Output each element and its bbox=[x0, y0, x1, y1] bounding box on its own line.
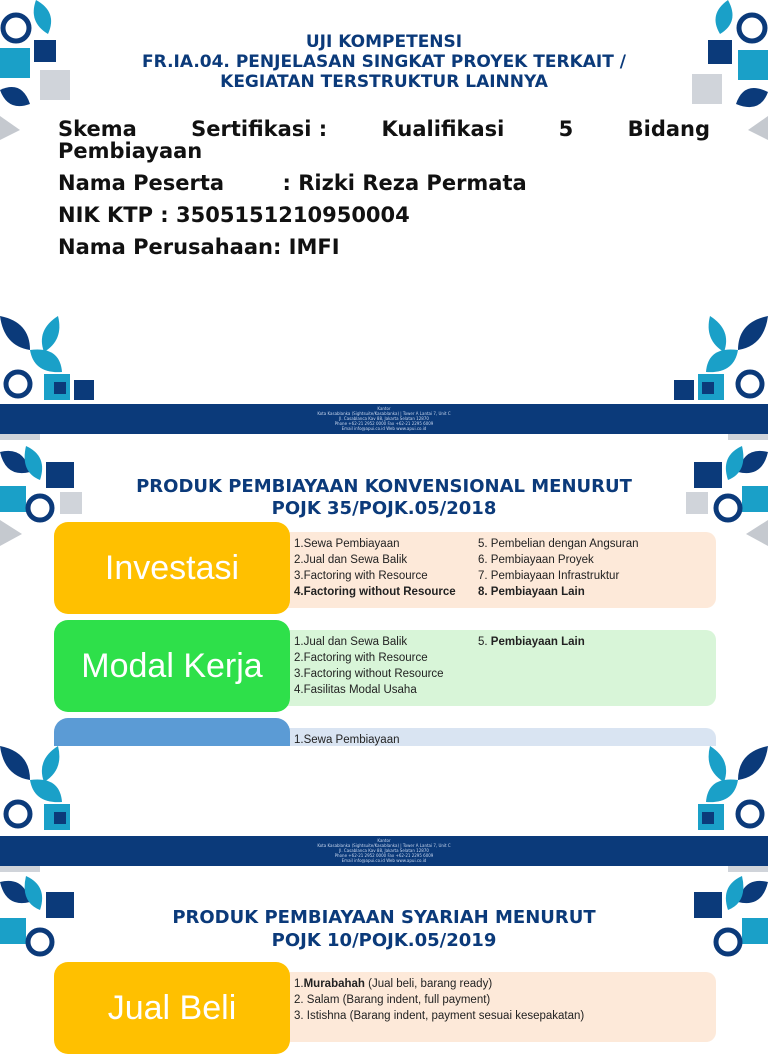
jual-beli-list bbox=[254, 972, 716, 1042]
skema-bidang: Bidang bbox=[627, 117, 710, 141]
slide-cover bbox=[0, 0, 768, 300]
slide-konvensional bbox=[0, 316, 768, 746]
slide-syariah bbox=[0, 746, 768, 1027]
list-item: 5. Pembiayaan Lain bbox=[478, 636, 585, 648]
skema-sertifikasi: Sertifikasi : bbox=[191, 117, 328, 141]
modal-kerja-list-right bbox=[478, 634, 662, 698]
list-item: 6. Pembiayaan Proyek bbox=[478, 554, 594, 566]
jual-beli-items bbox=[294, 976, 716, 1024]
title-line-1: PRODUK PEMBIAYAAN KONVENSIONAL MENURUT bbox=[136, 476, 632, 497]
nama-perusahaan: Nama Perusahaan: IMFI bbox=[58, 235, 340, 259]
list-item: 4.Fasilitas Modal Usaha bbox=[294, 684, 417, 696]
footer-line-5: Email info@apui.co.id Web www.apui.co.id bbox=[341, 426, 427, 431]
nik-ktp: NIK KTP : 3505151210950004 bbox=[58, 203, 410, 227]
investasi-list-right bbox=[478, 536, 662, 600]
list-item: 1.Sewa Pembiayaan bbox=[294, 734, 400, 746]
nama-peserta: Nama Peserta : Rizki Reza Permata bbox=[58, 171, 527, 195]
skema-number: 5 bbox=[558, 117, 574, 141]
footer-line-3: Jl. Casablanca Kav 88, Jakarta Selatan 12870 bbox=[339, 416, 429, 421]
footer-line-4: Phone +62-21 2952 0000 Fax +62-21 2295 6009 bbox=[334, 421, 434, 426]
skema-kualifikasi: Kualifikasi bbox=[381, 117, 505, 141]
investasi-list-left bbox=[294, 536, 478, 600]
title-line-2: FR.IA.04. PENJELASAN SINGKAT PROYEK TERKAIT / bbox=[142, 52, 626, 72]
list-item: 1.Jual dan Sewa Balik bbox=[294, 636, 408, 648]
skema-row-2: Pembiayaan bbox=[58, 139, 203, 163]
list-item: 4.Factoring without Resource bbox=[294, 586, 456, 598]
list-item: 3.Factoring without Resource bbox=[294, 668, 444, 680]
title-line-3: KEGIATAN TERSTRUKTUR LAINNYA bbox=[220, 72, 548, 92]
list-item: 2.Jual dan Sewa Balik bbox=[294, 554, 408, 566]
participant-info bbox=[58, 118, 710, 258]
footer-line-1: Kantor bbox=[377, 406, 391, 411]
footer-line-2: Kota Kasablanka (Sightsuite/Kasablanka) | Tower A Lantai 7, Unit C bbox=[317, 411, 451, 416]
skema-row bbox=[58, 118, 710, 140]
list-item: 5. Pembelian dengan Angsuran bbox=[478, 538, 639, 550]
title-line-2: POJK 10/POJK.05/2019 bbox=[271, 930, 497, 951]
pill-investasi: Investasi bbox=[54, 522, 290, 614]
list-item: 3.Factoring with Resource bbox=[294, 570, 428, 582]
list-item: 3. Istishna (Barang indent, payment sesuai kesepakatan) bbox=[294, 1010, 585, 1022]
title-line-1: UJI KOMPETENSI bbox=[305, 32, 463, 52]
modal-kerja-list bbox=[254, 630, 716, 706]
list-item: 2.Factoring with Resource bbox=[294, 652, 428, 664]
footer-line-5: Email info@apui.co.id Web www.apui.co.id bbox=[341, 858, 427, 863]
footer-line-1: Kantor bbox=[377, 838, 391, 843]
title-line-2: POJK 35/POJK.05/2018 bbox=[271, 498, 497, 519]
cover-title bbox=[0, 32, 768, 92]
footer-line-3: Jl. Casablanca Kav 88, Jakarta Selatan 12870 bbox=[339, 848, 429, 853]
list-item: 7. Pembiayaan Infrastruktur bbox=[478, 570, 620, 582]
footer-band bbox=[0, 404, 768, 434]
konvensional-title bbox=[0, 476, 768, 520]
footer-band bbox=[0, 836, 768, 866]
list-item: 8. Pembiayaan Lain bbox=[478, 586, 585, 598]
pill-jual-beli: Jual Beli bbox=[54, 962, 290, 1054]
list-item: 1.Murabahah (Jual beli, barang ready) bbox=[294, 978, 493, 990]
investasi-list bbox=[254, 532, 716, 608]
footer-line-4: Phone +62-21 2952 0000 Fax +62-21 2295 6009 bbox=[334, 853, 434, 858]
pill-modal-kerja: Modal Kerja bbox=[54, 620, 290, 712]
list-item: 2. Salam (Barang indent, full payment) bbox=[294, 994, 491, 1006]
skema-label: Skema bbox=[58, 117, 137, 141]
syariah-title bbox=[0, 906, 768, 952]
list-item: 1.Sewa Pembiayaan bbox=[294, 538, 400, 550]
footer-line-2: Kota Kasablanka (Sightsuite/Kasablanka) | Tower A Lantai 7, Unit C bbox=[317, 843, 451, 848]
title-line-1: PRODUK PEMBIAYAAN SYARIAH MENURUT bbox=[172, 907, 596, 928]
modal-kerja-list-left bbox=[294, 634, 478, 698]
